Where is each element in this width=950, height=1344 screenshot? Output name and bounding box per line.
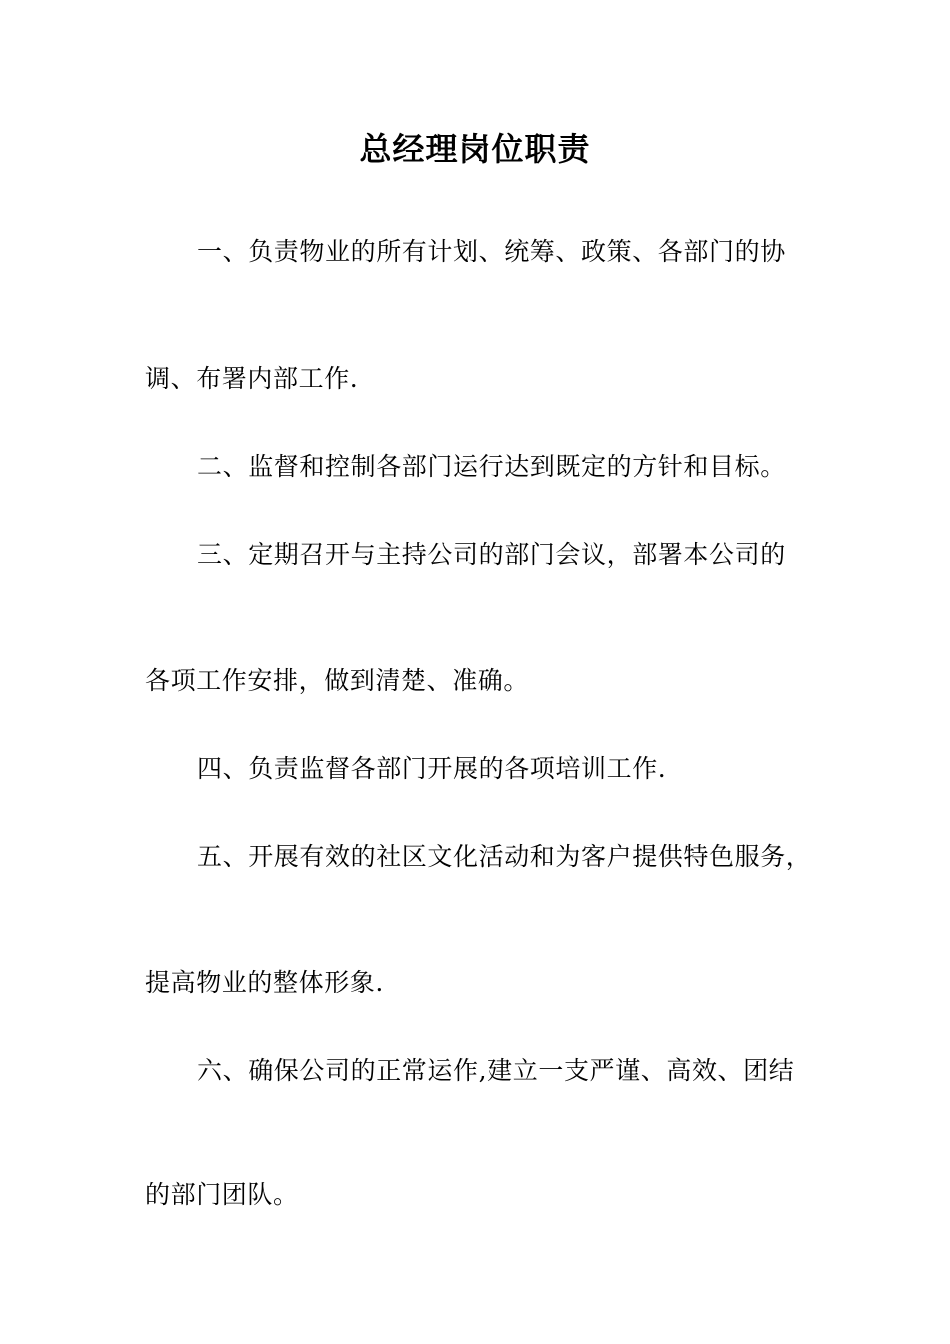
duty-4-line-1: 四、负责监督各部门开展的各项培训工作. — [197, 754, 667, 783]
duty-5-line-2: 提高物业的整体形象. — [145, 968, 384, 997]
document-title: 总经理岗位职责 — [359, 130, 591, 168]
duty-3-line-2: 各项工作安排，做到清楚、准确。 — [145, 666, 530, 695]
duty-1-line-2: 调、布署内部工作. — [145, 364, 359, 393]
duty-6-line-2: 的部门团队。 — [145, 1180, 299, 1209]
duty-5-line-1: 五、开展有效的社区文化活动和为客户提供特色服务， — [197, 842, 812, 871]
duty-1-line-1: 一、负责物业的所有计划、统筹、政策、各部门的协 — [197, 237, 786, 266]
duty-3-line-1: 三、定期召开与主持公司的部门会议，部署本公司的 — [197, 540, 786, 569]
duty-2-line-1: 二、监督和控制各部门运行达到既定的方针和目标。 — [197, 452, 786, 481]
duty-6-line-1: 六、确保公司的正常运作,建立一支严谨、高效、团结 — [197, 1056, 795, 1085]
